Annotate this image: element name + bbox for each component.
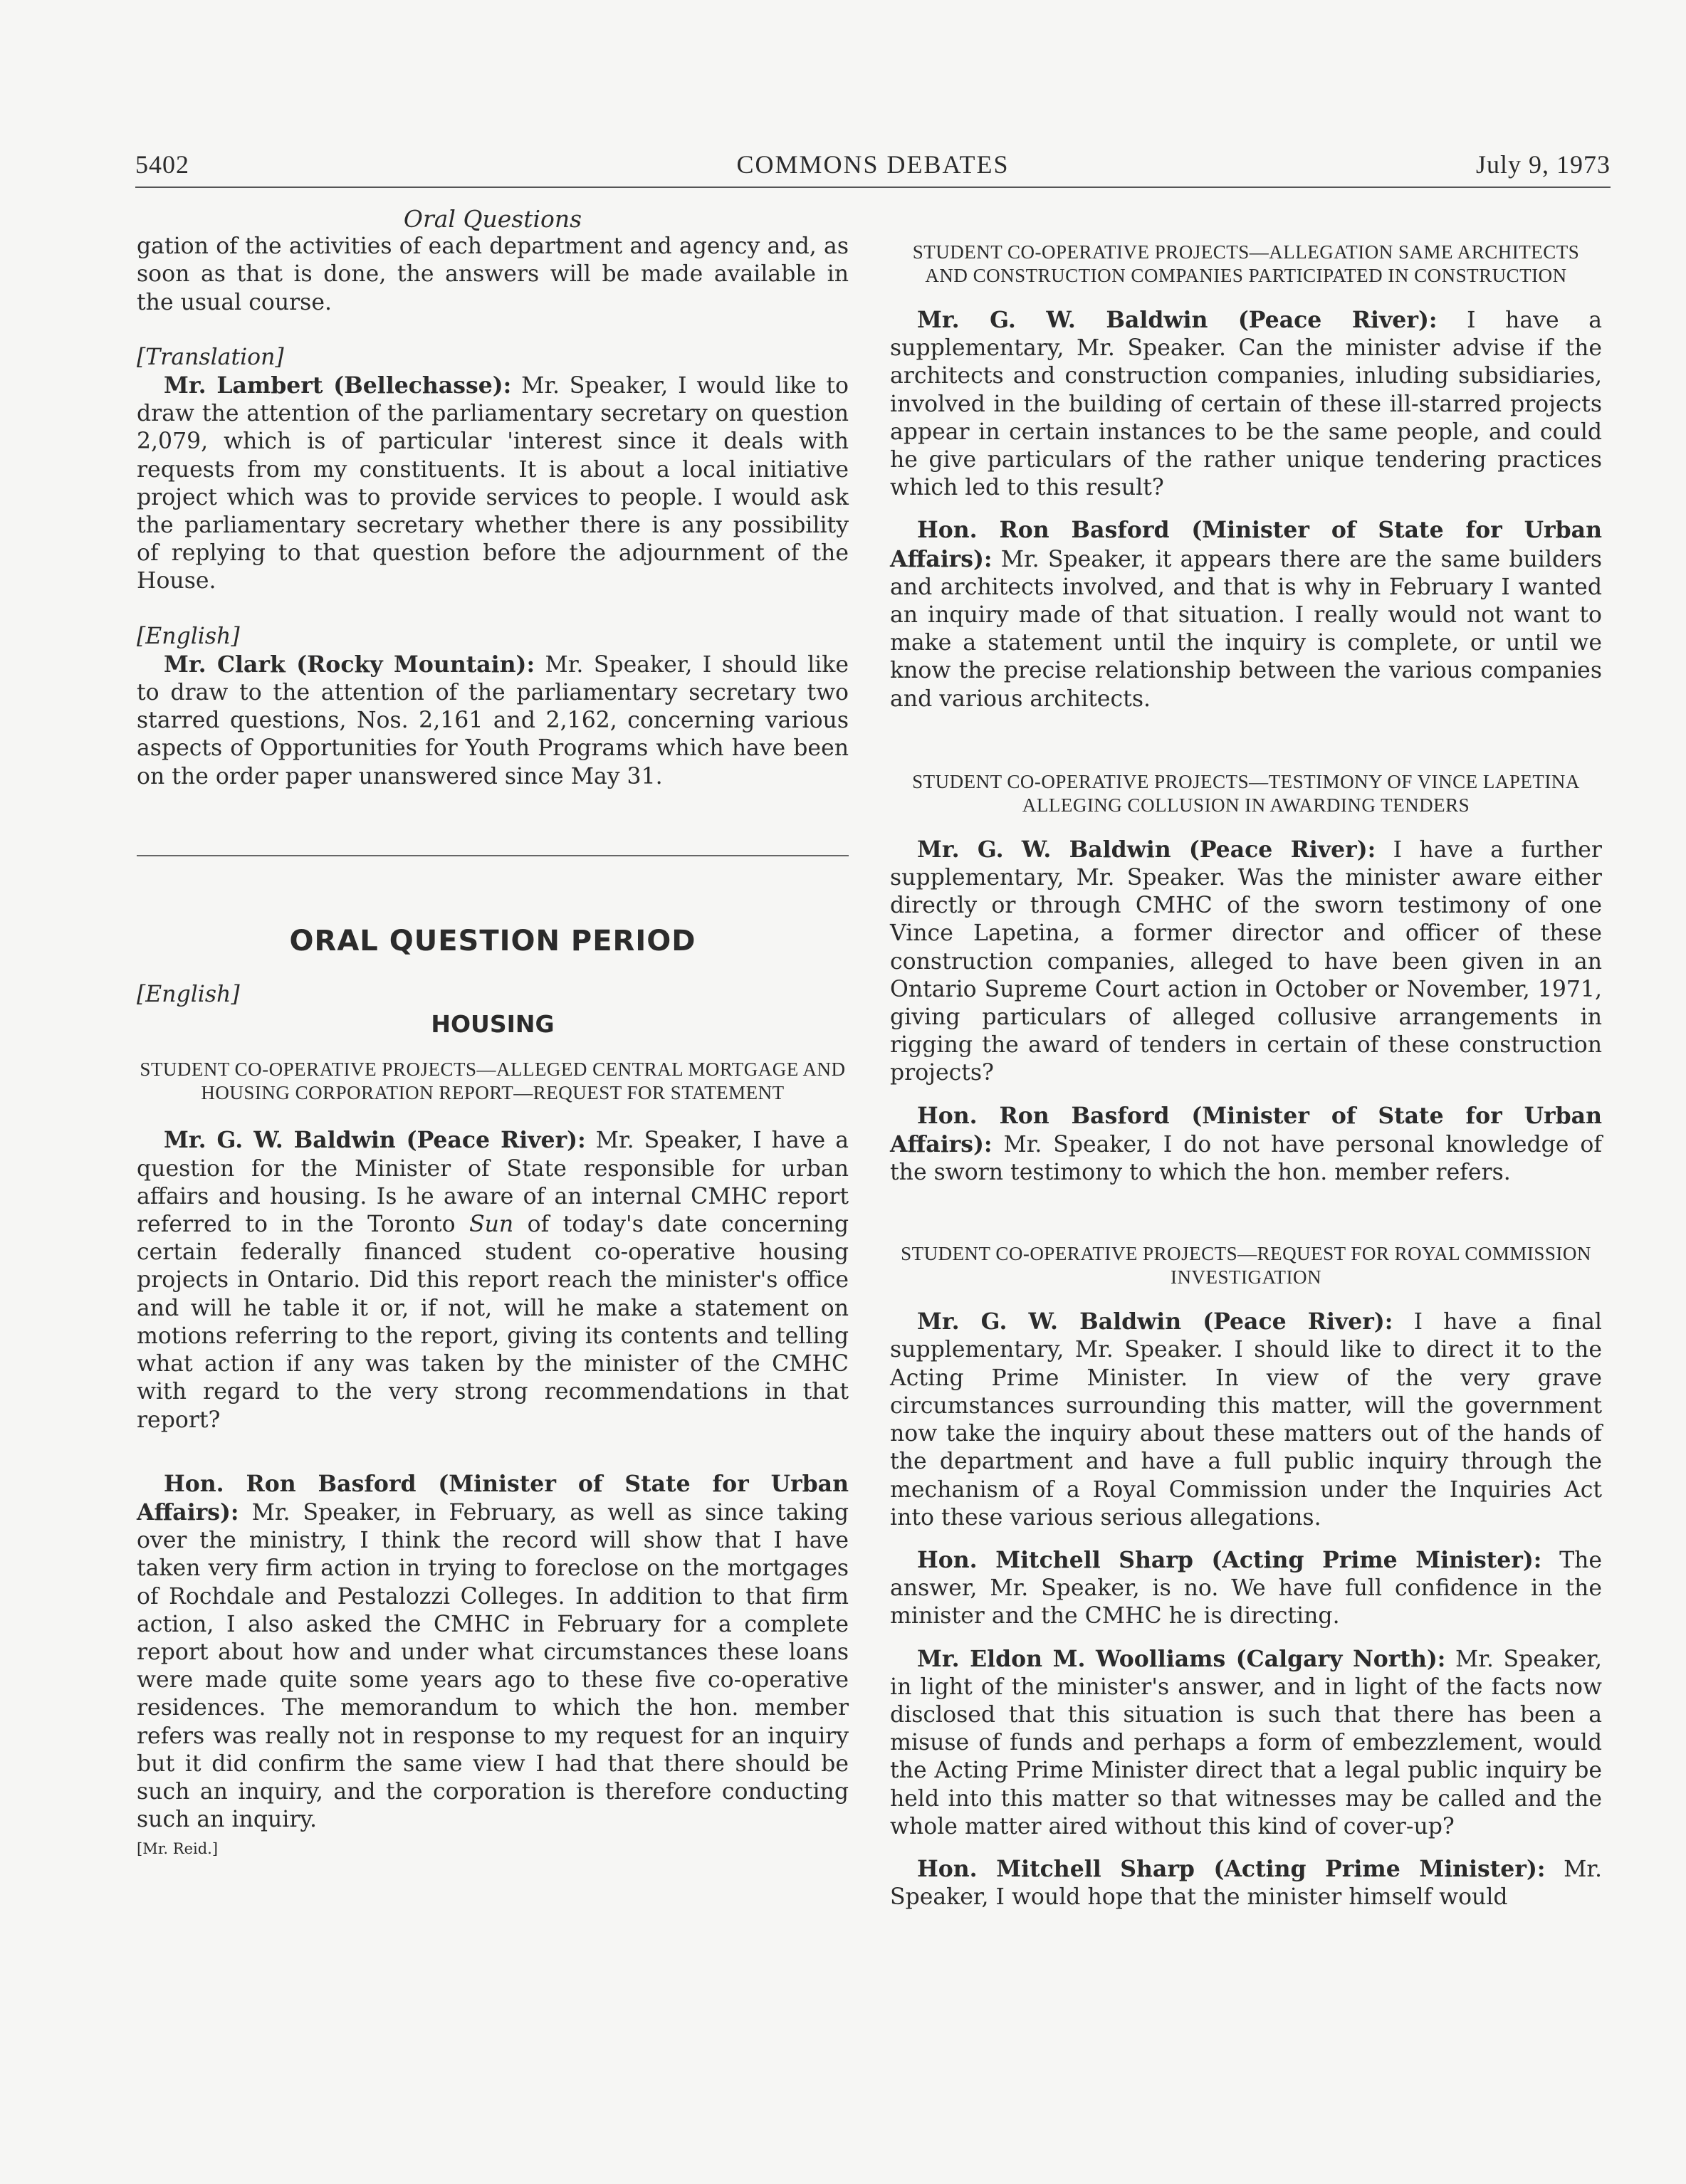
speech-sharp — [890, 1546, 1602, 1631]
speech-baldwin — [890, 836, 1602, 1088]
speech-text: The answer, Mr. Speaker, is no. We have full confidence in the minister and the CMHC he is directing. — [890, 1547, 1603, 1629]
speech-text: I have a supplementary, Mr. Speaker. Can the minister advise if the architects and construction companies, inluding subsidiaries, involved in the building of certain of these ill-starred projects appear in certain instances to be the same people, and could he give particulars of the rather unique tendering practices which led to this result? — [890, 308, 1602, 501]
subject-heading: STUDENT CO-OPERATIVE PROJECTS—TESTIMONY OF VINCE LAPETINA ALLEGING COLLUSION IN AWARDING TENDERS — [912, 770, 1580, 816]
speech-basford — [137, 1470, 849, 1834]
speech-text: Mr. Speaker, I do not have personal knowledge of the sworn testimony to which the hon. member refers. — [890, 1131, 1602, 1186]
speaker-name: Hon. Ron Basford (Minister of State for Urban Affairs): — [137, 1470, 849, 1526]
speaker-name: Mr. G. W. Baldwin (Peace River): — [164, 1127, 586, 1154]
speech-baldwin — [890, 1308, 1602, 1532]
speech-baldwin — [890, 306, 1602, 502]
header-date: July 9, 1973 — [1475, 150, 1611, 179]
speech-basford — [890, 1102, 1602, 1187]
subject-heading: STUDENT CO-OPERATIVE PROJECTS—ALLEGED CENTRAL MORTGAGE AND HOUSING CORPORATION REPORT—REQUEST FOR STATEMENT — [140, 1059, 846, 1104]
footnote: [Mr. Reid.] — [137, 1840, 219, 1858]
speech-sharp — [890, 1855, 1602, 1911]
speech-text: Mr. Speaker, in light of the minister's answer, and in light of the facts now disclosed that this situation is such that there has been a misuse of funds and perhaps a form of embezzlement, would the Acting Prime Minister direct that a legal public inquiry be held into this matter so that witnesses may be called and the whole matter aired without this kind of cover-up? — [890, 1646, 1602, 1839]
speaker-name: Hon. Ron Basford (Minister of State for Urban Affairs): — [890, 1102, 1602, 1157]
speaker-name: Mr. Lambert (Bellechasse): — [164, 372, 512, 399]
speech-text: Mr. Speaker, I would hope that the minister himself would — [890, 1856, 1602, 1911]
speaker-name: Hon. Mitchell Sharp (Acting Prime Minister): — [917, 1546, 1542, 1573]
speech-text: Mr. Speaker, I have a question for the Minister of State responsible for urban affairs and housing. Is he aware of an internal CMHC report referred to in the Toronto — [137, 1128, 849, 1238]
speech-clark — [137, 651, 849, 791]
language-marker: [English] — [137, 623, 240, 649]
running-subtitle: Oral Questions — [403, 205, 582, 233]
running-title: COMMONS DEBATES — [736, 150, 1010, 179]
section-title: ORAL QUESTION PERIOD — [289, 924, 696, 957]
speech-text: Mr. Speaker, in February, as well as since taking over the ministry, I think the record will show that I have taken very firm action in trying to foreclose on the mortgages of Rochdale and Pestalozzi Colleges. In addition to that firm action, I also asked the CMHC in February for a complete report about how and under what circumstances these loans were made quite some years ago to these five co-operative residences. The memorandum to which the hon. member refers was really not in response to my request for an inquiry but it did confirm the same view I had that there should be such an inquiry, and the corporation is therefore conducting such an inquiry. — [137, 1499, 849, 1833]
speech-baldwin — [137, 1126, 849, 1434]
speaker-name: Mr. G. W. Baldwin (Peace River): — [917, 307, 1438, 333]
left-column — [137, 205, 849, 1858]
speaker-name: Mr. Clark (Rocky Mountain): — [164, 651, 535, 678]
speech-lambert — [137, 372, 849, 596]
speaker-name: Mr. G. W. Baldwin (Peace River): — [917, 1308, 1393, 1335]
speech-text: I have a final supplementary, Mr. Speaker. I should like to direct it to the Acting Prime Minister. In view of the very grave circumstances surrounding this matter, will the government now take the inquiry about these matters out of the hands of the department and have a full public inquiry through the mechanism of a Royal Commission under the Inquiries Act into these various serious allegations. — [890, 1309, 1602, 1531]
speech-text: Mr. Speaker, it appears there are the same builders and architects involved, and that is why in February I wanted an inquiry made of that situation. I really would not want to make a statement until the inquiry is complete, or until we know the precise relationship between the various companies and various architects. — [890, 546, 1602, 712]
subject-heading: STUDENT CO-OPERATIVE PROJECTS—ALLEGATION SAME ARCHITECTS AND CONSTRUCTION COMPANIES PARTICIPATED IN CONSTRUCTION — [912, 241, 1580, 286]
speaker-name: Hon. Ron Basford (Minister of State for Urban Affairs): — [890, 517, 1602, 572]
continuation-paragraph: gation of the activities of each department and agency and, as soon as that is done, the answers will be made available in the usual course. — [137, 233, 849, 315]
speaker-name: Hon. Mitchell Sharp (Acting Prime Minister): — [917, 1855, 1546, 1882]
speech-text: of today's date concerning certain federally financed student co-operative housing projects in Ontario. Did this report reach the minister's office and will he table it or, if not, will he make a statement on motions referring to the report, giving its contents and telling what action if any was taken by the minister of the CMHC with regard to the very strong recommendations in that report? — [137, 1212, 849, 1433]
speaker-name: Mr. Eldon M. Woolliams (Calgary North): — [917, 1645, 1446, 1672]
speech-text: Mr. Speaker, I would like to draw the attention of the parliamentary secretary on question 2,079, which is of particular 'interest since it deals with requests from my constituents. It is about a local initiative project which was to provide services to people. I would ask the parliamentary secretary whether there is any possibility of replying to that question before the adjournment of the House. — [137, 373, 849, 594]
speech-text: Mr. Speaker, I should like to draw to the attention of the parliamentary secretary two starred questions, Nos. 2,161 and 2,162, concerning various aspects of Opportunities for Youth Programs which have been on the order paper unanswered since May 31. — [137, 651, 849, 789]
speech-woolliams — [890, 1645, 1602, 1841]
topic-heading: HOUSING — [431, 1010, 555, 1039]
language-marker: [Translation] — [137, 344, 284, 370]
language-marker: [English] — [137, 982, 240, 1008]
page-number: 5402 — [135, 150, 189, 179]
right-column — [890, 205, 1602, 1911]
section-divider — [137, 855, 849, 856]
speech-text: I have a further supplementary, Mr. Speaker. Was the minister aware either directly or through CMHC of the sworn testimony of one Vince Lapetina, a former director and officer of these construction companies, alleged to have been given in an Ontario Supreme Court action in October or November, 1971, giving particulars of alleged collusive arrangements in rigging the award of tenders in certain of these construction projects? — [890, 836, 1602, 1086]
speaker-name: Mr. G. W. Baldwin (Peace River): — [917, 836, 1376, 863]
speech-basford — [890, 516, 1602, 713]
newspaper-name: Sun — [469, 1212, 514, 1238]
page-header — [135, 149, 1611, 188]
subject-heading: STUDENT CO-OPERATIVE PROJECTS—REQUEST FOR ROYAL COMMISSION INVESTIGATION — [901, 1243, 1591, 1288]
